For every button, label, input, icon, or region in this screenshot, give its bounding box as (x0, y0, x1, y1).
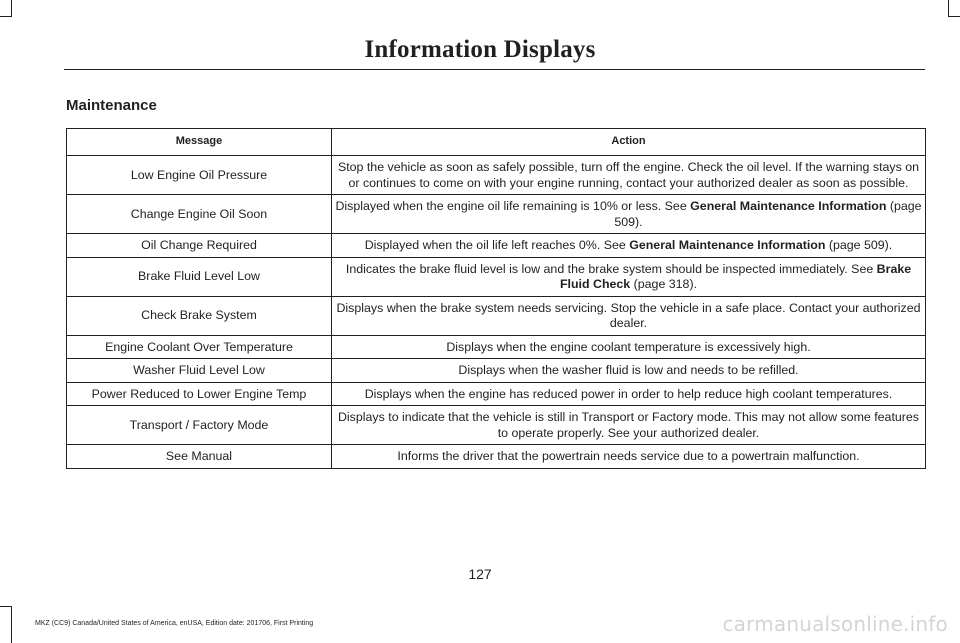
action-text: Indicates the brake fluid level is low and the brake system should be inspected immediately. See (345, 261, 877, 276)
cross-reference-link[interactable]: Brake Fluid Check (559, 261, 912, 291)
crop-mark-top-right-horizontal (948, 16, 960, 17)
action-cell (332, 359, 926, 383)
action-cell (332, 445, 926, 469)
action-cell (332, 296, 926, 335)
action-text: Stop the vehicle as soon as safely possible, turn off the engine. Check the oil level. If the warning stays on or continues to come on with your engine running, contact your authorized dealer as soon as possible. (337, 160, 920, 190)
table-row (67, 195, 926, 234)
message-cell: Oil Change Required (67, 234, 332, 258)
action-text: Displays when the brake system needs servicing. Stop the vehicle in a safe place. Contact your authorized dealer. (336, 300, 921, 330)
action-cell (332, 382, 926, 406)
cross-reference-link[interactable]: General Maintenance Information (690, 199, 887, 213)
action-text: Displays to indicate that the vehicle is still in Transport or Factory mode. This may not allow some features to operate properly. See your authorized dealer. (337, 410, 919, 440)
message-cell: Check Brake System (67, 296, 332, 335)
crop-mark-top-left-vertical (11, 0, 12, 16)
page-number: 127 (468, 566, 492, 582)
message-cell: Transport / Factory Mode (67, 406, 332, 445)
table-row (67, 382, 926, 406)
maintenance-table (66, 128, 926, 469)
footer-edition-text: MKZ (CC9) Canada/United States of America, enUSA, Edition date: 201706, First Printing (35, 620, 314, 627)
cross-reference-page: (page 318). (630, 277, 698, 291)
table-row (67, 406, 926, 445)
message-cell: See Manual (67, 445, 332, 469)
action-cell (332, 257, 926, 296)
message-cell: Washer Fluid Level Low (67, 359, 332, 383)
table-row (67, 335, 926, 359)
crop-mark-bottom-left-horizontal (0, 606, 12, 607)
table-row (67, 296, 926, 335)
page-title: Information Displays (364, 36, 596, 63)
action-cell (332, 406, 926, 445)
column-header-message: Message (67, 129, 332, 156)
message-cell: Engine Coolant Over Temperature (67, 335, 332, 359)
message-cell: Low Engine Oil Pressure (67, 156, 332, 195)
section-heading: Maintenance (66, 97, 157, 114)
table-row (67, 156, 926, 195)
message-cell: Change Engine Oil Soon (67, 195, 332, 234)
crop-mark-top-right-vertical (948, 0, 949, 16)
action-text: Displays when the washer fluid is low and needs to be refilled. (458, 363, 799, 377)
header-divider (64, 69, 925, 70)
action-text: Informs the driver that the powertrain needs service due to a powertrain malfunction. (397, 449, 860, 463)
action-cell (332, 335, 926, 359)
action-text: Displayed when the oil life left reaches 0%. See (364, 238, 630, 252)
action-cell (332, 195, 926, 234)
watermark: carmanualsonline.info (722, 612, 948, 636)
crop-mark-bottom-left-vertical (11, 606, 12, 643)
table-header-row (67, 129, 926, 156)
cross-reference-page: (page 509). (614, 199, 922, 229)
table-row (67, 257, 926, 296)
action-text: Displayed when the engine oil life remaining is 10% or less. See (335, 199, 691, 213)
action-text: Displays when the engine has reduced power in order to help reduce high coolant temperatures. (364, 386, 893, 401)
table-row (67, 359, 926, 383)
column-header-action: Action (332, 129, 926, 156)
crop-mark-top-left-horizontal (0, 16, 12, 17)
cross-reference-link[interactable]: General Maintenance Information (629, 238, 826, 252)
cross-reference-page: (page 509). (825, 238, 893, 252)
table-row (67, 234, 926, 258)
message-cell: Brake Fluid Level Low (67, 257, 332, 296)
table-row (67, 445, 926, 469)
action-cell (332, 234, 926, 258)
action-cell (332, 156, 926, 195)
action-text: Displays when the engine coolant temperature is excessively high. (446, 339, 811, 354)
message-cell: Power Reduced to Lower Engine Temp (67, 382, 332, 406)
